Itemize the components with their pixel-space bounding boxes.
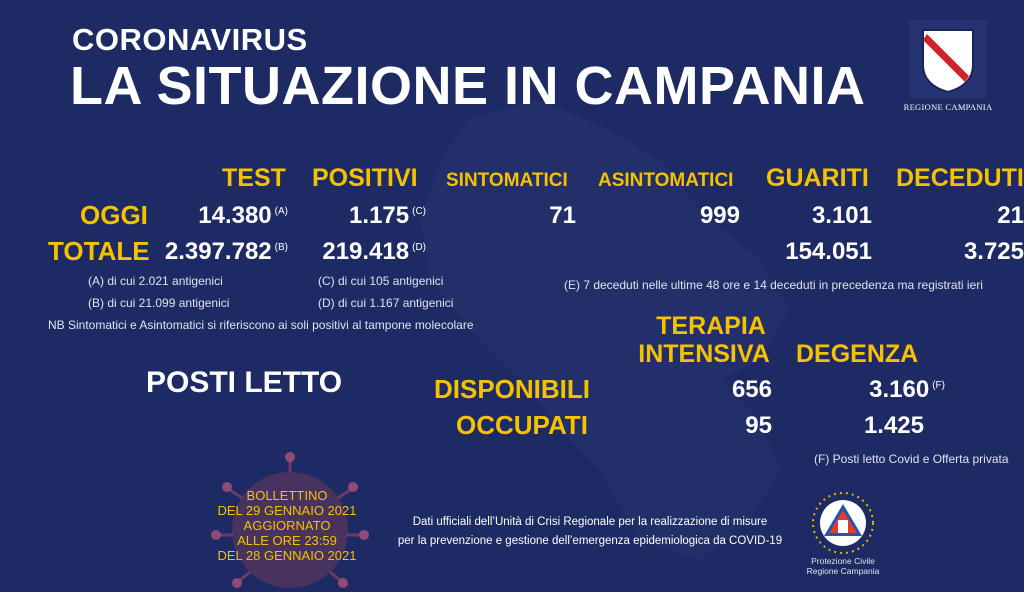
- note-b: (B) di cui 21.099 antigenici: [88, 296, 230, 310]
- oggi-sintomatici: 71: [549, 202, 576, 229]
- bulletin-line3: AGGIORNATO: [243, 518, 331, 533]
- note-a: (A) di cui 2.021 antigenici: [88, 274, 223, 288]
- footer-note: [390, 513, 790, 551]
- occupati-terapia: 95: [745, 412, 772, 439]
- oggi-guariti: 3.101: [811, 202, 872, 229]
- note-c: (C) di cui 105 antigenici: [318, 274, 444, 288]
- totale-deceduti: 3.725: [963, 238, 1024, 265]
- col-guariti: GUARITI: [766, 164, 869, 192]
- footer-line2: per la prevenzione e gestione dell’emergenza epidemiologica da COVID-19: [397, 535, 783, 547]
- totale-positivi: 219.418 $^{(D)}$: [322, 238, 426, 265]
- pc-label-line2: Regione Campania: [806, 566, 880, 576]
- note-e: (E) 7 deceduti nelle ultime 48 ore e 14 deceduti in precedenza ma registrati ieri: [564, 278, 983, 292]
- totale-guariti: 154.051: [785, 238, 872, 265]
- header-kicker: CORONAVIRUS: [72, 22, 308, 57]
- bulletin-line5: DEL 28 GENNAIO 2021: [217, 548, 357, 563]
- row-label-disponibili: DISPONIBILI: [434, 374, 591, 404]
- oggi-test: 14.380 $^{(A)}$: [198, 202, 288, 229]
- beds-title: POSTI LETTO: [146, 366, 343, 399]
- page-title: LA SITUAZIONE IN CAMPANIA: [70, 56, 866, 116]
- col-asintomatici: ASINTOMATICI: [598, 170, 734, 191]
- oggi-deceduti: 21: [997, 202, 1024, 229]
- oggi-positivi: 1.175 $^{(C)}$: [349, 202, 426, 229]
- occupati-degenza: 1.425: [863, 412, 924, 439]
- row-label-occupati: OCCUPATI: [456, 410, 588, 440]
- regione-campania-label: REGIONE CAMPANIA: [903, 102, 993, 112]
- bulletin-line1: BOLLETTINO: [246, 488, 328, 503]
- protezione-civile-label: [788, 556, 898, 576]
- col-terapia-line2: INTENSIVA: [638, 340, 770, 368]
- footer-line1: Dati ufficiali dell’Unità di Crisi Regionale per la realizzazione di misure: [412, 516, 768, 528]
- col-degenza: DEGENZA: [796, 340, 919, 368]
- row-label-oggi: OGGI: [80, 200, 148, 230]
- protezione-civile-icon: [808, 488, 878, 558]
- note-f: (F) Posti letto Covid e Offerta privata: [814, 452, 1009, 466]
- oggi-asintomatici: 999: [699, 202, 740, 229]
- regione-crest-icon: [893, 20, 1003, 100]
- row-label-totale: TOTALE: [48, 236, 150, 266]
- col-test: TEST: [222, 164, 286, 192]
- bulletin-line2: DEL 29 GENNAIO 2021: [217, 503, 357, 518]
- bulletin-block: [212, 488, 362, 563]
- disponibili-terapia: 656: [731, 376, 772, 403]
- bulletin-line4: ALLE ORE 23:59: [237, 533, 337, 548]
- totale-test: 2.397.782 $^{(B)}$: [164, 238, 288, 265]
- pc-label-line1: Protezione Civile: [811, 556, 875, 566]
- col-positivi: POSITIVI: [312, 164, 418, 192]
- regione-campania-logo: [893, 20, 1003, 125]
- col-deceduti: DECEDUTI: [896, 164, 1024, 192]
- col-terapia-line1: TERAPIA: [656, 312, 766, 340]
- col-sintomatici: SINTOMATICI: [446, 170, 568, 191]
- note-nb: NB Sintomatici e Asintomatici si riferiscono ai soli positivi al tampone molecolare: [48, 318, 474, 332]
- disponibili-degenza: 3.160 $^{(F)}$: [869, 376, 945, 403]
- note-d: (D) di cui 1.167 antigenici: [318, 296, 454, 310]
